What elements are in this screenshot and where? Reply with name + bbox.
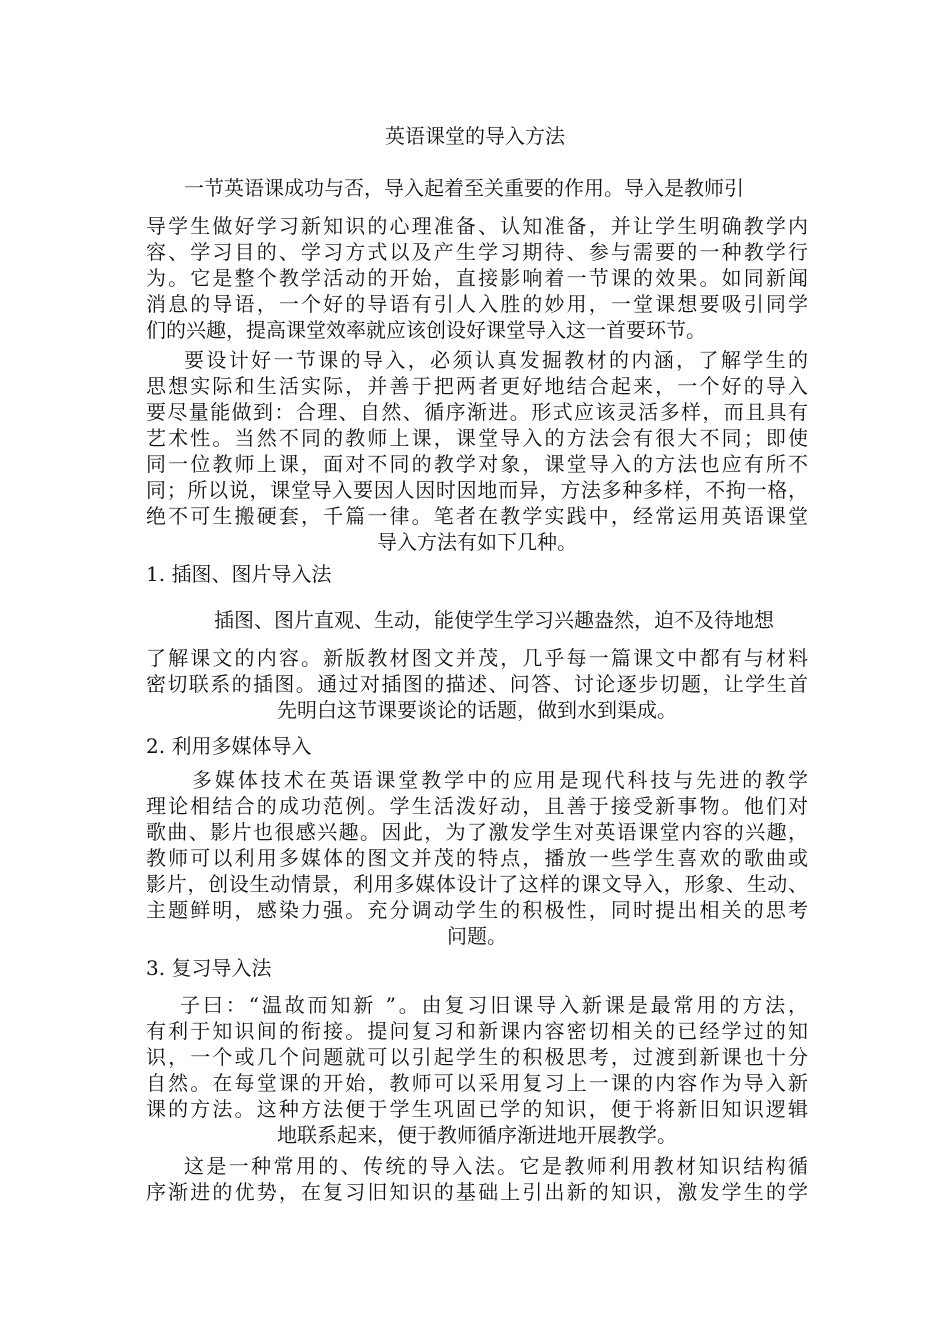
text-line: 主题鲜明，感染力强。充分调动学生的积极性，同时提出相关的思考 bbox=[146, 898, 808, 922]
text-line: 插图、图片直观、生动，能使学生学习兴趣盎然，迫不及待地想 bbox=[214, 608, 774, 632]
text-line: 子曰：“温故而知新 ”。由复习旧课导入新课是最常用的方法， bbox=[180, 993, 808, 1017]
text-line: 一节英语课成功与否，导入起着至关重要的作用。导入是教师引 bbox=[184, 176, 744, 200]
section-heading-2: 2. 利用多媒体导入 bbox=[146, 734, 312, 758]
text-line: 教师可以利用多媒体的图文并茂的特点，播放一些学生喜欢的歌曲或 bbox=[146, 846, 808, 870]
text-line: 同一位教师上课，面对不同的教学对象，课堂导入的方法也应有所不 bbox=[146, 452, 808, 476]
text-line: 这是一种常用的、传统的导入法。它是教师利用教材知识结构循 bbox=[184, 1154, 808, 1178]
paragraph-traditional bbox=[146, 1153, 808, 1205]
text-line: 序渐进的优势，在复习旧知识的基础上引出新的知识，激发学生的学 bbox=[146, 1180, 808, 1204]
document-title: 英语课堂的导入方法 bbox=[385, 124, 565, 148]
text-line: 思想实际和生活实际，并善于把两者更好地结合起来，一个好的导入 bbox=[146, 374, 808, 398]
text-line: 识，一个或几个问题就可以引起学生的积极思考，过渡到新课也十分 bbox=[146, 1045, 808, 1069]
paragraph-multimedia bbox=[146, 767, 808, 949]
text-line: 绝不可生搬硬套，千篇一律。笔者在教学实践中，经常运用英语课堂 bbox=[146, 504, 808, 528]
text-line: 课的方法。这种方法便于学生巩固已学的知识，便于将新旧知识逻辑 bbox=[146, 1097, 808, 1121]
text-line: 消息的导语，一个好的导语有引人入胜的妙用，一堂课想要吸引同学 bbox=[146, 292, 808, 316]
text-line: 问题。 bbox=[447, 924, 507, 948]
text-line: 要尽量能做到：合理、自然、循序渐进。形式应该灵活多样，而且具有 bbox=[146, 400, 808, 424]
text-line: 多媒体技术在英语课堂教学中的应用是现代科技与先进的教学 bbox=[192, 768, 808, 792]
text-line: 同；所以说，课堂导入要因人因时因地而异，方法多种多样，不拘一格， bbox=[146, 478, 808, 502]
paragraph-pictures bbox=[146, 607, 808, 723]
text-line: 艺术性。当然不同的教师上课，课堂导入的方法会有很大不同；即使 bbox=[146, 426, 808, 450]
text-line: 导学生做好学习新知识的心理准备、认知准备，并让学生明确教学内 bbox=[146, 214, 808, 238]
text-line: 容、学习目的、学习方式以及产生学习期待、参与需要的一种教学行 bbox=[146, 240, 808, 264]
section-heading-1: 1. 插图、图片导入法 bbox=[146, 562, 332, 586]
text-line: 密切联系的插图。通过对插图的描述、问答、讨论逐步切题，让学生首 bbox=[146, 672, 808, 696]
text-line: 歌曲、影片也很感兴趣。因此，为了激发学生对英语课堂内容的兴趣， bbox=[146, 820, 808, 844]
text-line: 了解课文的内容。新版教材图文并茂，几乎每一篇课文中都有与材料 bbox=[146, 646, 808, 670]
text-line: 影片，创设生动情景，利用多媒体设计了这样的课文导入，形象、生动、 bbox=[146, 872, 808, 896]
text-line: 为。它是整个教学活动的开始，直接影响着一节课的效果。如同新闻 bbox=[146, 266, 808, 290]
text-line: 自然。在每堂课的开始，教师可以采用复习上一课的内容作为导入新 bbox=[146, 1071, 808, 1095]
section-heading-3: 3. 复习导入法 bbox=[146, 956, 272, 980]
paragraph-intro bbox=[146, 175, 808, 343]
text-line: 要设计好一节课的导入，必须认真发掘教材的内涵，了解学生的 bbox=[184, 348, 808, 372]
text-line: 们的兴趣，提高课堂效率就应该创设好课堂导入这一首要环节。 bbox=[146, 318, 706, 342]
text-line: 导入方法有如下几种。 bbox=[377, 530, 577, 554]
text-line: 地联系起来，便于教师循序渐进地开展教学。 bbox=[277, 1123, 677, 1147]
text-line: 理论相结合的成功范例。学生活泼好动，且善于接受新事物。他们对 bbox=[146, 794, 808, 818]
text-line: 先明白这节课要谈论的话题，做到水到渠成。 bbox=[277, 698, 677, 722]
paragraph-design bbox=[146, 347, 808, 555]
paragraph-review bbox=[146, 992, 808, 1148]
text-line: 有利于知识间的衔接。提问复习和新课内容密切相关的已经学过的知 bbox=[146, 1019, 808, 1043]
